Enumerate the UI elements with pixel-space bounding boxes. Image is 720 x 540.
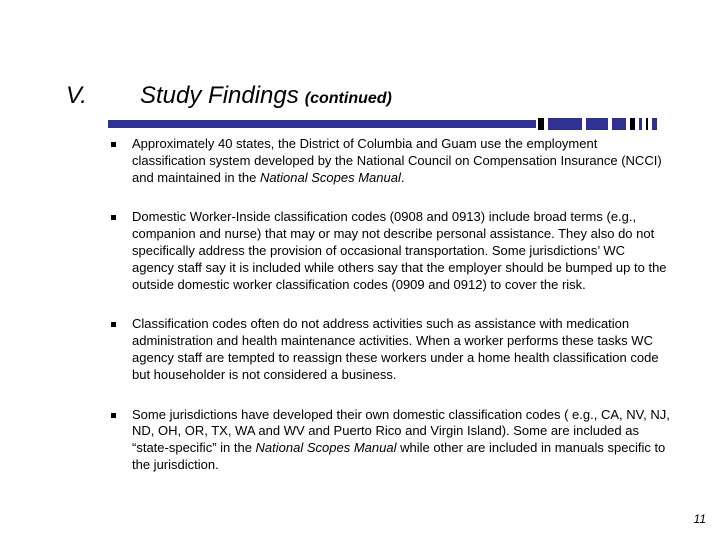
bar-block-3	[612, 118, 626, 130]
finding-item	[110, 136, 670, 186]
bar-blue-main	[108, 120, 346, 128]
bullet-square-icon	[111, 322, 116, 327]
finding-text-part: Some jurisdictions have developed their own domestic classification codes ( e.g., CA, NV, NJ, ND, OH, OR, TX, WA and WV and Puerto Rico and Virgin Island). Some are included as “state-specific” in the	[132, 406, 670, 456]
bullet-square-icon	[111, 215, 116, 220]
finding-text-part-italic: National Scopes Manual	[255, 440, 397, 456]
bullet-square-icon	[111, 142, 116, 147]
finding-item	[110, 407, 670, 474]
bar-blue-mid	[346, 120, 536, 128]
page-number: 11	[693, 512, 706, 526]
title-underline-bar	[108, 118, 658, 130]
findings-list	[110, 136, 670, 474]
slide-title	[140, 82, 392, 110]
finding-text-part: Classification codes often do not address activities such as assistance with medication administration and health maintenance activities. When a worker performs these tasks WC agency staff are tempted to reassign these workers under a home health classification code but householder is not considered a business.	[132, 316, 659, 382]
bar-block-1	[548, 118, 582, 130]
bar-dark-segment	[538, 118, 544, 130]
bar-tick-1	[630, 118, 635, 130]
finding-text-part: while other are included in manuals specific to the jurisdiction.	[132, 440, 666, 472]
finding-text-part: Approximately 40 states, the District of Columbia and Guam use the employment classification system developed by the National Council on Compensation Insurance (NCCI) and maintained in the	[132, 136, 662, 185]
finding-item	[110, 209, 670, 293]
section-numeral: V.	[66, 82, 87, 109]
bar-tick-2	[639, 118, 642, 130]
slide-subtitle: (continued)	[304, 90, 392, 107]
bar-tick-3	[646, 118, 648, 130]
bar-tick-4	[652, 118, 657, 130]
slide-title-text: Study Findings	[140, 82, 299, 109]
underline-bar-graphic	[108, 118, 658, 130]
bullet-square-icon	[111, 413, 116, 418]
finding-item	[110, 316, 670, 383]
finding-text-part: Domestic Worker-Inside classification codes (0908 and 0913) include broad terms (e.g., companion and nurse) that may or may not describe personal assistance. They also do not specifically address the provision of occasional transportation. Some jurisdictions’ WC agency staff say it is included while others say that the employer should be bumped up to the outside domestic worker classification codes (0909 and 0912) to cover the risk.	[132, 209, 667, 292]
finding-text-part-italic: National Scopes Manual	[259, 169, 401, 185]
finding-text-part: .	[400, 169, 405, 185]
bar-block-2	[586, 118, 608, 130]
